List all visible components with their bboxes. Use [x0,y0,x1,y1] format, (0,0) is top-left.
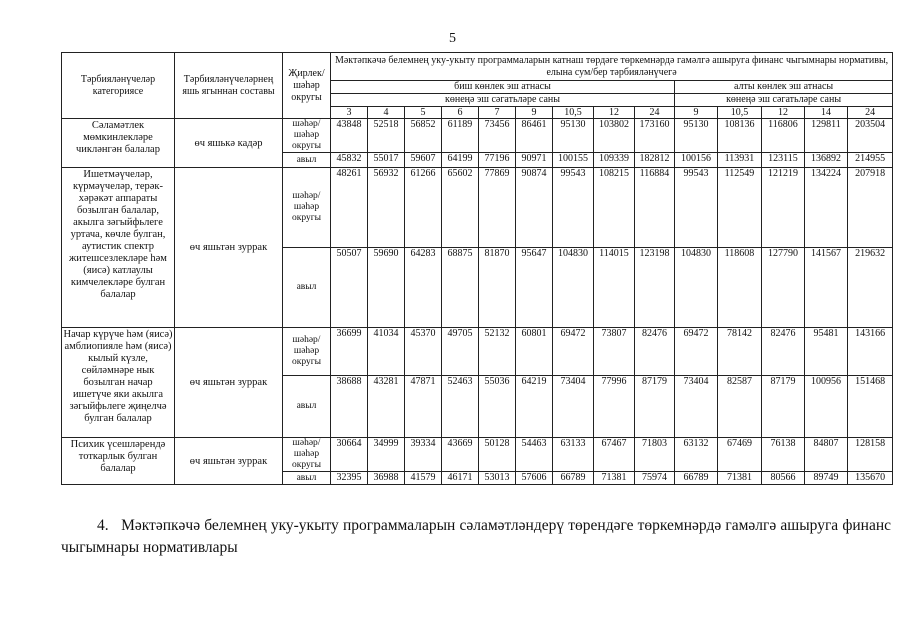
value-cell: 123198 [635,248,675,328]
value-cell: 36988 [368,472,405,485]
table-row [62,168,893,248]
location-cell: авыл [283,248,331,328]
hour-cell: 3 [331,107,368,119]
value-cell: 60801 [516,328,553,376]
value-cell: 127790 [762,248,805,328]
value-cell: 48261 [331,168,368,248]
header-category: Тәрбияләнүчеләр категориясе [62,53,175,119]
value-cell: 73404 [553,376,594,438]
value-cell: 121219 [762,168,805,248]
value-cell: 95647 [516,248,553,328]
value-cell: 151468 [848,376,893,438]
value-cell: 34999 [368,438,405,472]
hour-cell: 6 [442,107,479,119]
value-cell: 81870 [479,248,516,328]
value-cell: 71803 [635,438,675,472]
value-cell: 116806 [762,119,805,153]
location-cell: шәһәр/ шәһәр округы [283,119,331,153]
value-cell: 112549 [718,168,762,248]
value-cell: 77869 [479,168,516,248]
table-row [62,328,893,376]
value-cell: 61266 [405,168,442,248]
value-cell: 54463 [516,438,553,472]
value-cell: 182812 [635,153,675,168]
value-cell: 82476 [762,328,805,376]
value-cell: 109339 [594,153,635,168]
value-cell: 52518 [368,119,405,153]
value-cell: 43669 [442,438,479,472]
value-cell: 76138 [762,438,805,472]
value-cell: 80566 [762,472,805,485]
value-cell: 32395 [331,472,368,485]
value-cell: 135670 [848,472,893,485]
value-cell: 67467 [594,438,635,472]
value-cell: 128158 [848,438,893,472]
value-cell: 77196 [479,153,516,168]
value-cell: 36699 [331,328,368,376]
value-cell: 77996 [594,376,635,438]
composition-cell: өч яшьтән зуррак [175,168,283,328]
value-cell: 49705 [442,328,479,376]
value-cell: 30664 [331,438,368,472]
value-cell: 45370 [405,328,442,376]
value-cell: 66789 [675,472,718,485]
composition-cell: өч яшькә кадәр [175,119,283,168]
header-location: Җирлек/ шәһәр округы [283,53,331,119]
location-cell: шәһәр/ шәһәр округы [283,168,331,248]
value-cell: 116884 [635,168,675,248]
hour-cell: 12 [594,107,635,119]
composition-cell: өч яшьтән зуррак [175,328,283,438]
value-cell: 104830 [675,248,718,328]
hour-cell: 12 [762,107,805,119]
value-cell: 86461 [516,119,553,153]
value-cell: 143166 [848,328,893,376]
header-six-day: алты көнлек эш атнасы [675,81,893,94]
table-row [62,438,893,472]
value-cell: 69472 [675,328,718,376]
section-number: 4. [97,517,109,534]
value-cell: 71381 [718,472,762,485]
value-cell: 203504 [848,119,893,153]
value-cell: 123115 [762,153,805,168]
value-cell: 39334 [405,438,442,472]
value-cell: 57606 [516,472,553,485]
value-cell: 113931 [718,153,762,168]
value-cell: 100156 [675,153,718,168]
value-cell: 108136 [718,119,762,153]
value-cell: 55017 [368,153,405,168]
value-cell: 114015 [594,248,635,328]
category-cell: Сәламәтлек мөмкинлекләре чикләнгән балалар [62,119,175,168]
value-cell: 66789 [553,472,594,485]
value-cell: 100956 [805,376,848,438]
value-cell: 90971 [516,153,553,168]
value-cell: 95130 [675,119,718,153]
composition-cell: өч яшьтән зуррак [175,438,283,485]
header-hours-six: көнеңә эш сәгатьләре саны [675,94,893,107]
value-cell: 95481 [805,328,848,376]
value-cell: 63133 [553,438,594,472]
section-paragraph [61,515,891,559]
value-cell: 219632 [848,248,893,328]
value-cell: 45832 [331,153,368,168]
hour-cell: 10,5 [718,107,762,119]
value-cell: 41034 [368,328,405,376]
value-cell: 87179 [762,376,805,438]
value-cell: 47871 [405,376,442,438]
value-cell: 82587 [718,376,762,438]
header-top: Мәктәпкәчә белемнең уку-укыту программаларын катнаш төрдәге төркемнәрдә гамәлгә ашыруга финанс чыгымнары нормативы, елына сум/бер тәрбияләнүчегә [331,53,893,81]
location-cell: авыл [283,472,331,485]
value-cell: 52463 [442,376,479,438]
value-cell: 65602 [442,168,479,248]
category-cell: Ишетмәүчеләр, күрмәүчеләр, терәк-хәрәкәт аппараты бозылган балалар, акылга зәгыйфьлеге уртача, көчле булган, аутистик спектр житешсезлекләре һәм (яисә) катлаулы кимчелекләре булган балалар [62,168,175,328]
value-cell: 99543 [675,168,718,248]
category-cell: Психик үсешләрендә тоткарлык булган балалар [62,438,175,485]
header-five-day: биш көнлек эш атнасы [331,81,675,94]
value-cell: 63132 [675,438,718,472]
value-cell: 99543 [553,168,594,248]
value-cell: 129811 [805,119,848,153]
hour-cell: 4 [368,107,405,119]
value-cell: 64199 [442,153,479,168]
value-cell: 136892 [805,153,848,168]
value-cell: 56852 [405,119,442,153]
value-cell: 46171 [442,472,479,485]
value-cell: 55036 [479,376,516,438]
value-cell: 73404 [675,376,718,438]
value-cell: 68875 [442,248,479,328]
value-cell: 78142 [718,328,762,376]
value-cell: 82476 [635,328,675,376]
value-cell: 108215 [594,168,635,248]
value-cell: 104830 [553,248,594,328]
value-cell: 52132 [479,328,516,376]
page-number: 5 [449,31,456,46]
value-cell: 90874 [516,168,553,248]
hour-cell: 9 [516,107,553,119]
value-cell: 50128 [479,438,516,472]
value-cell: 207918 [848,168,893,248]
hour-cell: 14 [805,107,848,119]
financing-norms-table [61,52,893,485]
value-cell: 141567 [805,248,848,328]
table-row [62,119,893,153]
value-cell: 50507 [331,248,368,328]
value-cell: 95130 [553,119,594,153]
value-cell: 59690 [368,248,405,328]
value-cell: 75974 [635,472,675,485]
value-cell: 69472 [553,328,594,376]
value-cell: 61189 [442,119,479,153]
value-cell: 71381 [594,472,635,485]
value-cell: 56932 [368,168,405,248]
value-cell: 38688 [331,376,368,438]
value-cell: 73807 [594,328,635,376]
value-cell: 43281 [368,376,405,438]
table-body [62,119,893,485]
hour-cell: 5 [405,107,442,119]
hour-cell: 24 [848,107,893,119]
value-cell: 59607 [405,153,442,168]
value-cell: 173160 [635,119,675,153]
hour-cell: 24 [635,107,675,119]
value-cell: 134224 [805,168,848,248]
header-hours-five: көнеңә эш сәгатьләре саны [331,94,675,107]
hour-cell: 10,5 [553,107,594,119]
location-cell: шәһәр/ шәһәр округы [283,438,331,472]
value-cell: 100155 [553,153,594,168]
header-composition: Тәрбияләнүчеләрнең яшь ягыннан составы [175,53,283,119]
location-cell: авыл [283,153,331,168]
value-cell: 103802 [594,119,635,153]
value-cell: 89749 [805,472,848,485]
section-text: Мәктәпкәчә белемнең уку-укыту программаларын сәламәтләндерү төрендәге төркемнәрдә гамәлгә ашыруга финанс чыгымнары нормативлары [61,517,892,556]
value-cell: 87179 [635,376,675,438]
value-cell: 84807 [805,438,848,472]
location-cell: шәһәр/ шәһәр округы [283,328,331,376]
value-cell: 118608 [718,248,762,328]
hour-cell: 7 [479,107,516,119]
value-cell: 53013 [479,472,516,485]
category-cell: Начар күрүче һәм (яисә) амблиопияле һәм (яисә) кылый күзле, сөйләмнәре нык бозылган начар ишетүче яки акылга зәгыйфьлеге җиңелчә булган балалар [62,328,175,438]
location-cell: авыл [283,376,331,438]
value-cell: 64283 [405,248,442,328]
value-cell: 43848 [331,119,368,153]
value-cell: 73456 [479,119,516,153]
value-cell: 214955 [848,153,893,168]
hour-cell: 9 [675,107,718,119]
value-cell: 67469 [718,438,762,472]
value-cell: 64219 [516,376,553,438]
value-cell: 41579 [405,472,442,485]
